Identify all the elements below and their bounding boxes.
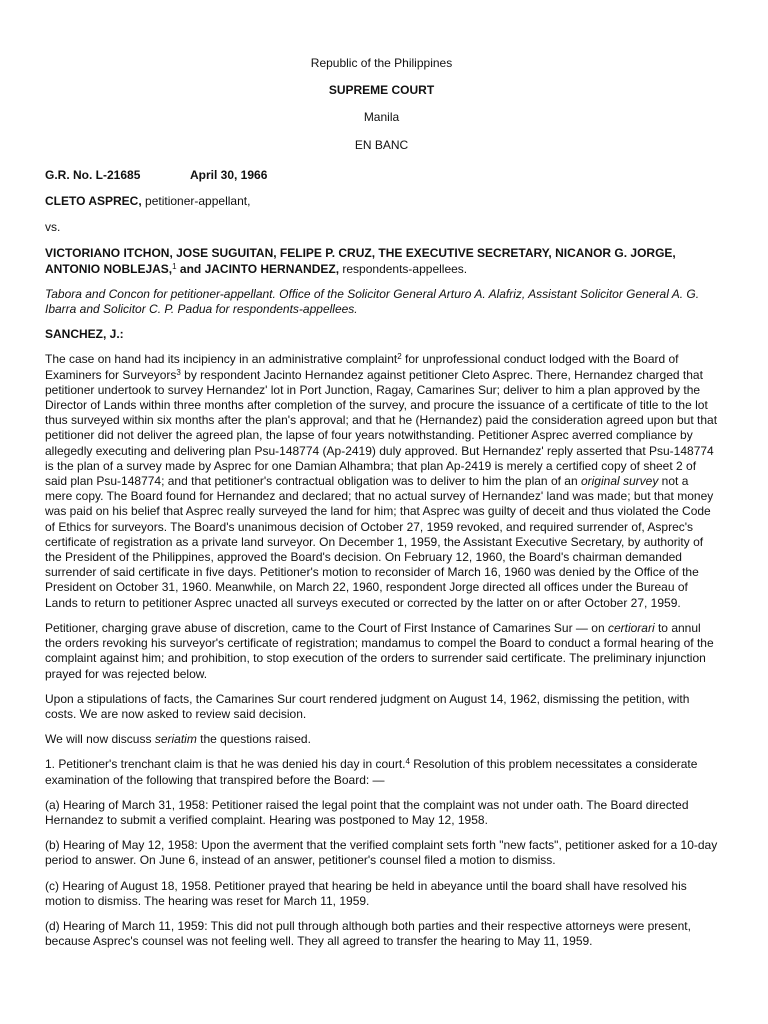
paragraph-2: [45, 621, 718, 682]
city-heading: Manila: [363, 110, 400, 125]
case-number-row: [45, 168, 718, 183]
counsel-text: Tabora and Concon for petitioner-appellant. Office of the Solicitor General Arturo A. Alafriz, Assistant Solicitor General A. G. Ibarra and Solicitor C. P. Padua for respondents-appellees.: [45, 286, 700, 317]
petitioner-line: [45, 194, 718, 209]
paragraph-5-text-a: 1. Petitioner's trenchant claim is that he was denied his day in court.: [45, 757, 406, 772]
paragraph-3: Upon a stipulations of facts, the Camarines Sur court rendered judgment on August 14, 1962, dismissing the petition, with costs. We are now asked to review said decision.: [45, 691, 690, 721]
petitioner-name: CLETO ASPREC,: [45, 194, 142, 209]
paragraph-4-italic: seriatim: [154, 732, 197, 747]
item-b: (b) Hearing of May 12, 1958: Upon the averment that the verified complaint sets forth "new facts", petitioner asked for a 10-day period to answer. On June 6, instead of an answer, petitioner's counsel filed a motion to dismiss.: [45, 838, 718, 868]
ponente: SANCHEZ, J.:: [45, 327, 124, 342]
footnote-ref-4[interactable]: 4: [405, 757, 410, 767]
ponente-line: [45, 327, 718, 342]
respondents-names-last: and JACINTO HERNANDEZ,: [176, 261, 340, 276]
paragraph-1-text-d: not a mere copy. The Board found for Hernandez and declared; that no actual survey of Hernandez' land was made; but that money was paid on his belief that Asprec really surveyed the land for him; that Asprec was guilty of deceit and thus violated the Code of Ethics for surveyors. The Board's unanimous decision of October 27, 1959 revoked, and required surrender of, Asprec's certificate of registration as a private land surveyor. On December 1, 1959, the Assistant Executive Secretary, by authority of the President of the Philippines, approved the Board's decision. On February 12, 1960, the Board's chairman demanded surrender of said certificate in five days. Petitioner's motion to reconsider of March 16, 1960 was denied by the Office of the President on October 31, 1960. Meanwhile, on March 22, 1960, respondent Jorge directed all offices under the Bureau of Lands to return to petitioner Asprec unacted all surveys executed or corrected by the latter on or after October 27, 1959.: [45, 474, 714, 610]
paragraph-1-italic: original survey: [580, 474, 659, 489]
paragraph-4-text-b: the questions raised.: [196, 732, 311, 747]
paragraph-5-text-b: Resolution of this problem necessitates a considerate examination of the following that transpired before the Board: —: [45, 757, 698, 787]
footnote-ref-3[interactable]: 3: [176, 367, 181, 377]
petitioner-role: petitioner-appellant,: [141, 194, 251, 209]
paragraph-4: [45, 732, 718, 747]
item-a: (a) Hearing of March 31, 1958: Petitioner raised the legal point that the complaint was not under oath. The Board directed Hernandez to submit a verified complaint. Hearing was postponed to May 12, 1958.: [45, 797, 689, 827]
respondents-role: respondents-appellees.: [339, 261, 468, 276]
respondents-names: VICTORIANO ITCHON, JOSE SUGUITAN, FELIPE P. CRUZ, THE EXECUTIVE SECRETARY, NICANOR G. JORGE, ANTONIO NOBLEJAS,: [45, 246, 676, 276]
paragraph-2-italic: certiorari: [607, 620, 655, 635]
court-heading: SUPREME COURT: [328, 83, 435, 98]
footnote-ref-1[interactable]: 1: [172, 261, 177, 271]
counsel-line: [45, 287, 718, 317]
paragraph-2-text-b: to annul the orders revoking his surveyor's certificate of registration; mandamus to compel the Board to conduct a formal hearing of the complaint against him; and prohibition, to stop execution of the orders to surrender said certificate. The preliminary injunction prayed for was rejected below.: [45, 620, 714, 681]
item-c: (c) Hearing of August 18, 1958. Petitioner prayed that hearing be held in abeyance until the board shall have resolved his motion to dismiss. The hearing was reset for March 11, 1959.: [45, 878, 687, 908]
division-heading: EN BANC: [354, 137, 409, 152]
paragraph-2-text-a: Petitioner, charging grave abuse of discretion, came to the Court of First Instance of Camarines Sur — on: [45, 620, 608, 635]
paragraph-4-text-a: We will now discuss: [45, 732, 155, 747]
footnote-ref-2[interactable]: 2: [397, 352, 402, 362]
paragraph-1-text-c: by respondent Jacinto Hernandez against petitioner Cleto Asprec. There, Hernandez charged that petitioner undertook to survey Hernandez' lot in Port Junction, Ragay, Camarines Sur; deliver to him a plan approved by the Director of Lands within three months after completion of the survey, and procure the issuance of a certificate of title to the lot thus surveyed within six months after the plan's approval; and that he (Hernandez) paid the consideration agreed upon but that petitioner did not deliver the agreed plan, the lapse of four years notwithstanding. Petitioner Asprec averred compliance by allegedly executing and delivering plan Psu-148774 (Ap-2419) duly approved. But Hernandez' reply asserted that Psu-148774 is the plan of a survey made by Asprec for one Damian Alhambra; that plan Ap-2419 is merely a certified copy of sheet 2 of said plan Psu-148774; and that petitioner's contractual obligation was to deliver to him the plan of an: [45, 367, 718, 489]
respondents-line: [45, 246, 718, 276]
gr-number: G.R. No. L-21685: [45, 167, 141, 182]
item-d: (d) Hearing of March 11, 1959: This did not pull through although both parties and their respective attorneys were present, because Asprec's counsel was not feeling well. They all agreed to transfer the hearing to May 11, 1959.: [45, 918, 691, 949]
republic-heading: Republic of the Philippines: [310, 56, 453, 70]
paragraph-5: [45, 757, 718, 787]
versus-line: vs.: [45, 220, 61, 235]
paragraph-1-text-a: The case on hand had its incipiency in an administrative complaint: [45, 352, 398, 367]
paragraph-1-text-b: for unprofessional conduct lodged with the Board of Examiners for Surveyors: [45, 352, 679, 382]
decision-date: April 30, 1966: [190, 167, 268, 182]
paragraph-1: [45, 352, 718, 610]
